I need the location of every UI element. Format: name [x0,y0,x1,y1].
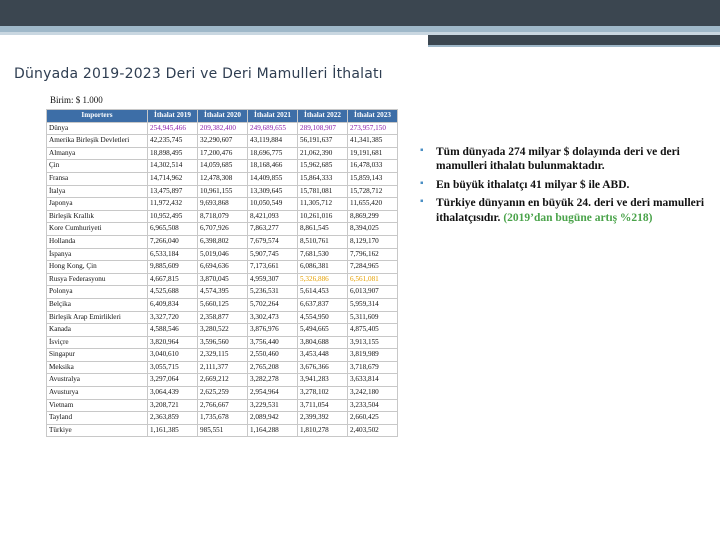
value-cell: 10,961,155 [198,185,248,198]
value-cell: 2,363,859 [148,412,198,425]
country-cell: Birleşik Arap Emirlikleri [47,311,148,324]
header-year-4: İthalat 2022 [298,110,348,123]
header-importers: Importers [47,110,148,123]
value-cell: 7,266,040 [148,235,198,248]
table-row [47,160,398,173]
value-cell: 7,679,574 [248,235,298,248]
value-cell: 2,669,212 [198,374,248,387]
table-row [47,273,398,286]
value-cell: 8,718,079 [198,210,248,223]
value-cell: 13,309,645 [248,185,298,198]
value-cell: 15,864,333 [298,172,348,185]
notes-list [420,145,705,229]
value-cell: 5,236,531 [248,286,298,299]
country-cell: Avusturya [47,387,148,400]
value-cell: 1,810,278 [298,424,348,437]
value-cell: 3,297,064 [148,374,198,387]
value-cell: 2,954,964 [248,387,298,400]
value-cell: 3,876,976 [248,324,298,337]
value-cell: 18,898,495 [148,147,198,160]
country-cell: Türkiye [47,424,148,437]
value-cell: 42,235,745 [148,135,198,148]
note-item [420,196,705,225]
country-cell: Avustralya [47,374,148,387]
table-row [47,324,398,337]
table-row [47,147,398,160]
country-cell: Tayland [47,412,148,425]
value-cell: 985,551 [198,424,248,437]
value-cell: 6,707,926 [198,223,248,236]
value-cell: 3,870,045 [198,273,248,286]
value-cell: 209,382,400 [198,122,248,135]
country-cell: İspanya [47,248,148,261]
value-cell: 273,957,150 [348,122,398,135]
table-row [47,223,398,236]
value-cell: 3,229,531 [248,399,298,412]
value-cell: 7,173,661 [248,261,298,274]
country-cell: Rusya Federasyonu [47,273,148,286]
value-cell: 6,086,381 [298,261,348,274]
country-cell: Meksika [47,361,148,374]
value-cell: 3,055,715 [148,361,198,374]
value-cell: 15,859,143 [348,172,398,185]
note-highlight: (2019’dan bugüne artış %218) [503,211,653,224]
value-cell: 2,089,942 [248,412,298,425]
table-row [47,336,398,349]
right-accent-bar [428,35,720,45]
value-cell: 9,885,609 [148,261,198,274]
square-bullet-icon: ▪ [420,177,424,189]
value-cell: 3,676,366 [298,361,348,374]
value-cell: 3,633,814 [348,374,398,387]
table-row [47,122,398,135]
value-cell: 6,398,802 [198,235,248,248]
value-cell: 5,660,125 [198,298,248,311]
value-cell: 289,108,907 [298,122,348,135]
value-cell: 8,861,545 [298,223,348,236]
note-item [420,145,705,174]
table-row [47,135,398,148]
value-cell: 4,554,950 [298,311,348,324]
value-cell: 13,475,897 [148,185,198,198]
table-row [47,248,398,261]
table-row [47,424,398,437]
value-cell: 11,972,432 [148,198,198,211]
country-cell: Polonya [47,286,148,299]
unit-label: Birim: $ 1.000 [50,95,103,105]
import-table [46,109,398,437]
value-cell: 43,119,884 [248,135,298,148]
value-cell: 5,326,886 [298,273,348,286]
value-cell: 41,341,385 [348,135,398,148]
value-cell: 249,689,655 [248,122,298,135]
value-cell: 3,718,679 [348,361,398,374]
country-cell: İsviçre [47,336,148,349]
value-cell: 15,781,081 [298,185,348,198]
value-cell: 7,284,965 [348,261,398,274]
note-text: Tüm dünyada 274 milyar $ dolayında deri ve deri mamulleri ithalatı bulunmaktadır. [436,146,680,173]
value-cell: 56,191,637 [298,135,348,148]
value-cell: 3,302,473 [248,311,298,324]
table-row [47,210,398,223]
value-cell: 21,062,390 [298,147,348,160]
value-cell: 6,533,184 [148,248,198,261]
square-bullet-icon: ▪ [420,196,424,208]
value-cell: 7,796,162 [348,248,398,261]
value-cell: 14,409,855 [248,172,298,185]
value-cell: 18,168,466 [248,160,298,173]
value-cell: 32,290,607 [198,135,248,148]
header-year-1: İthalat 2019 [148,110,198,123]
value-cell: 5,614,453 [298,286,348,299]
value-cell: 1,164,288 [248,424,298,437]
table-header-row [47,110,398,123]
table-row [47,198,398,211]
value-cell: 7,681,530 [298,248,348,261]
country-cell: Birleşik Krallık [47,210,148,223]
value-cell: 5,019,046 [198,248,248,261]
header-year-3: İthalat 2021 [248,110,298,123]
value-cell: 2,111,377 [198,361,248,374]
value-cell: 3,820,964 [148,336,198,349]
country-cell: Kore Cumhuriyeti [47,223,148,236]
value-cell: 5,702,264 [248,298,298,311]
table-row [47,298,398,311]
value-cell: 4,574,395 [198,286,248,299]
note-item [420,178,705,192]
value-cell: 3,453,448 [298,349,348,362]
value-cell: 17,200,476 [198,147,248,160]
value-cell: 3,278,102 [298,387,348,400]
value-cell: 2,403,502 [348,424,398,437]
table-row [47,349,398,362]
value-cell: 4,875,405 [348,324,398,337]
value-cell: 8,510,761 [298,235,348,248]
value-cell: 4,959,307 [248,273,298,286]
table-row [47,185,398,198]
top-decor-band [0,0,720,26]
value-cell: 8,129,170 [348,235,398,248]
value-cell: 6,561,081 [348,273,398,286]
value-cell: 2,660,425 [348,412,398,425]
table-row [47,412,398,425]
table-row [47,235,398,248]
table-row [47,172,398,185]
value-cell: 2,329,115 [198,349,248,362]
country-cell: İtalya [47,185,148,198]
value-cell: 8,869,299 [348,210,398,223]
value-cell: 4,588,546 [148,324,198,337]
value-cell: 3,596,560 [198,336,248,349]
square-bullet-icon: ▪ [420,145,424,156]
value-cell: 11,655,420 [348,198,398,211]
table-row [47,361,398,374]
country-cell: Çin [47,160,148,173]
value-cell: 254,945,466 [148,122,198,135]
value-cell: 4,667,815 [148,273,198,286]
value-cell: 5,494,665 [298,324,348,337]
value-cell: 14,714,962 [148,172,198,185]
country-cell: Japonya [47,198,148,211]
value-cell: 2,399,392 [298,412,348,425]
value-cell: 6,409,834 [148,298,198,311]
table-row [47,286,398,299]
value-cell: 10,050,549 [248,198,298,211]
value-cell: 14,059,685 [198,160,248,173]
value-cell: 19,191,681 [348,147,398,160]
value-cell: 6,694,636 [198,261,248,274]
note-text: Türkiye dünyanın en büyük 24. deri ve deri mamulleri ithalatçısıdır. [436,197,705,224]
value-cell: 3,327,720 [148,311,198,324]
value-cell: 5,907,745 [248,248,298,261]
value-cell: 1,735,678 [198,412,248,425]
value-cell: 3,804,688 [298,336,348,349]
slide-title: Dünyada 2019-2023 Deri ve Deri Mamulleri İthalatı [14,66,383,82]
value-cell: 3,208,721 [148,399,198,412]
value-cell: 6,637,837 [298,298,348,311]
value-cell: 6,013,907 [348,286,398,299]
country-cell: Hollanda [47,235,148,248]
country-cell: Fransa [47,172,148,185]
value-cell: 2,358,877 [198,311,248,324]
value-cell: 3,040,610 [148,349,198,362]
table-row [47,387,398,400]
value-cell: 4,525,688 [148,286,198,299]
value-cell: 2,765,208 [248,361,298,374]
table-row [47,311,398,324]
value-cell: 6,965,508 [148,223,198,236]
value-cell: 5,959,314 [348,298,398,311]
value-cell: 14,302,514 [148,160,198,173]
value-cell: 3,711,054 [298,399,348,412]
value-cell: 3,280,522 [198,324,248,337]
header-year-5: İthalat 2023 [348,110,398,123]
value-cell: 9,693,868 [198,198,248,211]
value-cell: 8,394,025 [348,223,398,236]
value-cell: 3,242,180 [348,387,398,400]
country-cell: Hong Kong, Çin [47,261,148,274]
value-cell: 15,728,712 [348,185,398,198]
value-cell: 18,696,775 [248,147,298,160]
value-cell: 10,952,495 [148,210,198,223]
table-row [47,374,398,387]
country-cell: Amerika Birleşik Devletleri [47,135,148,148]
value-cell: 11,305,712 [298,198,348,211]
value-cell: 1,161,385 [148,424,198,437]
country-cell: Dünya [47,122,148,135]
value-cell: 3,819,989 [348,349,398,362]
value-cell: 3,941,283 [298,374,348,387]
value-cell: 5,311,609 [348,311,398,324]
country-cell: Kanada [47,324,148,337]
value-cell: 3,064,439 [148,387,198,400]
country-cell: Vietnam [47,399,148,412]
value-cell: 7,863,277 [248,223,298,236]
table-row [47,399,398,412]
value-cell: 3,756,440 [248,336,298,349]
value-cell: 12,478,308 [198,172,248,185]
header-year-2: İthalat 2020 [198,110,248,123]
value-cell: 8,421,093 [248,210,298,223]
table-body [47,122,398,437]
note-text: En büyük ithalatçı 41 milyar $ ile ABD. [436,178,630,191]
value-cell: 2,625,259 [198,387,248,400]
country-cell: Almanya [47,147,148,160]
value-cell: 3,233,504 [348,399,398,412]
table-row [47,261,398,274]
value-cell: 3,913,155 [348,336,398,349]
value-cell: 2,766,667 [198,399,248,412]
value-cell: 10,261,016 [298,210,348,223]
country-cell: Singapur [47,349,148,362]
value-cell: 16,478,033 [348,160,398,173]
right-accent-line [428,45,720,47]
value-cell: 15,962,685 [298,160,348,173]
value-cell: 3,282,278 [248,374,298,387]
value-cell: 2,550,460 [248,349,298,362]
country-cell: Belçika [47,298,148,311]
